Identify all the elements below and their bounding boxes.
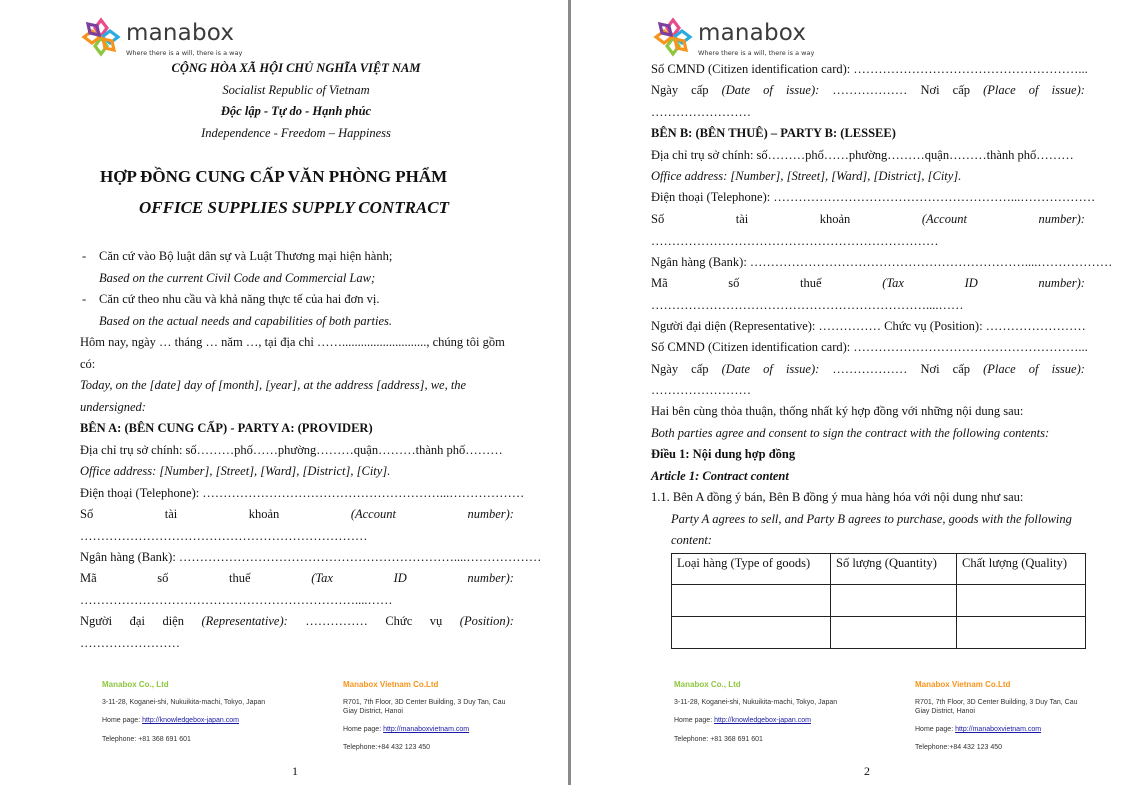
word: vụ [429,614,443,628]
footer-right-homepage [915,726,1041,733]
word: ID [393,571,407,585]
manabox-logo [80,16,280,60]
table-cell[interactable] [672,617,831,649]
word: cấp [691,362,709,376]
footer-right-homepage [343,726,469,733]
word: …………… [305,614,368,628]
basis-1-en: Based on the current Civil Code and Commercial Law; [99,271,376,285]
party-b-rep: Người đại diện (Representative): …………… Chức vụ (Position): …………………… [651,319,1086,333]
table-row [672,617,1086,649]
party-a-cmnd: Số CMND (Citizen identification card): ………………………………………………... [651,62,1088,76]
document-page-2 [571,0,1137,785]
word: of [763,362,773,376]
homepage-label: Home page: [674,717,715,724]
party-a-rep-dots: …………………… [80,636,180,650]
clause-1-1-vi: 1.1. Bên A đồng ý bán, Bên B đồng ý mua hàng hóa với nội dung như sau: [651,490,1024,504]
contract-title-en: OFFICE SUPPLIES SUPPLY CONTRACT [139,198,449,217]
homepage-label: Home page: [102,717,143,724]
party-a-tax-dots: …………………………………………………………....…… [80,593,393,607]
word: tài [735,212,749,226]
word: of [763,83,773,97]
footer-left-address: 3-11-28, Koganei-shi, Nukuikita-machi, Tokyo, Japan [674,699,838,706]
party-a-account-line [80,506,514,522]
word: issue): [785,83,820,97]
today-en-line-1 [80,377,514,393]
party-b-address-en: Office address: [Number], [Street], [Ward], [District], [City]. [651,169,962,183]
word: (Place [983,83,1016,97]
word: Số [80,507,94,521]
party-b-address-vi: Địa chỉ trụ sở chính: số………phố……phường………quận………thành phố……… [651,148,1074,162]
footer-left-company: Manabox Co., Ltd [674,680,741,689]
word: Mã [80,571,97,585]
word: ID [964,276,978,290]
footer-right-address-2: Giay District, Hanoi [343,708,403,715]
brand-tagline: Where there is a will, there is a way [126,49,243,57]
brand-name: manabox [698,20,807,46]
word: Mã [651,276,668,290]
word: number): [467,571,514,585]
party-b-phone: Điện thoại (Telephone): …………………………………………………...……………… [651,190,1096,204]
word: cấp [952,362,970,376]
party-b-account-line [651,211,1085,227]
article-1-heading-vi: Điều 1: Nội dung hợp đồng [651,447,796,461]
contract-title-vi: HỢP ĐỒNG CUNG CẤP VĂN PHÒNG PHẨM [100,167,448,186]
word: Số [651,212,665,226]
word: (Account [350,507,396,521]
word: (Tax [311,571,333,585]
word: cấp [952,83,970,97]
word: ……………… [832,362,908,376]
footer-right-company: Manabox Vietnam Co.Ltd [343,680,439,689]
table-row [672,585,1086,617]
party-a-address-en: Office address: [Number], [Street], [Ward], [District], [City]. [80,464,391,478]
table-cell[interactable] [957,617,1086,649]
word: issue): [1051,362,1085,376]
word: đại [129,614,145,628]
page-number: 2 [864,764,870,778]
word: số [157,571,169,585]
footer-right-address-2: Giay District, Hanoi [915,708,975,715]
word: number): [467,507,514,521]
footer-right-address-1: R701, 7th Floor, 3D Center Building, 3 Duy Tan, Cau [343,699,506,706]
word: thuế [229,571,251,585]
basis-2-en: Based on the actual needs and capabilities of both parties. [99,314,393,328]
word: (Account [921,212,967,226]
table-header-quantity: Số lượng (Quantity) [831,554,957,585]
word: (Date [721,83,751,97]
party-a-issue-dots: …………………… [651,105,751,119]
footer-right-address-1: R701, 7th Floor, 3D Center Building, 3 Duy Tan, Cau [915,699,1078,706]
party-b-tax-line [651,275,1085,291]
bullet-dash: - [82,249,87,263]
today-vi-line-2: có: [80,357,96,371]
word: (Representative): [201,614,288,628]
word: (Tax [882,276,904,290]
homepage-link[interactable]: http://knowledgebox-japan.com [714,717,811,724]
word: issue): [1051,83,1085,97]
footer-right-phone: Telephone:+84 432 123 450 [343,744,430,751]
party-b-tax-dots: …………………………………………………………....…… [651,298,964,312]
document-page-1 [0,0,568,785]
party-a-account-dots: …………………………………………………………… [80,529,368,543]
word: khoản [248,507,280,521]
word: Ngày [651,83,679,97]
footer-right-phone: Telephone:+84 432 123 450 [915,744,1002,751]
table-cell[interactable] [831,585,957,617]
homepage-link[interactable]: http://manaboxvietnam.com [383,726,470,733]
header-republic-vi: CỘNG HÒA XÃ HỘI CHỦ NGHĨA VIỆT NAM [171,61,421,75]
agreement-vi: Hai bên cùng thỏa thuận, thống nhất ký hợp đồng với những nội dung sau: [651,404,1024,418]
word: Ngày [651,362,679,376]
article-1-heading-en: Article 1: Contract content [651,469,789,483]
word: number): [1038,276,1085,290]
table-cell[interactable] [831,617,957,649]
footer-left-homepage [674,717,811,724]
word: of [1028,83,1039,97]
table-cell[interactable] [672,585,831,617]
party-b-heading: BÊN B: (BÊN THUÊ) – PARTY B: (LESSEE) [651,126,896,140]
party-a-bank: Ngân hàng (Bank): …………………………………………………………....……………… [80,550,542,564]
brand-tagline: Where there is a will, there is a way [698,49,815,57]
party-a-phone: Điện thoại (Telephone): …………………………………………………...……………… [80,486,525,500]
header-motto-en: Independence - Freedom – Happiness [201,126,391,140]
party-b-bank: Ngân hàng (Bank): …………………………………………………………....……………… [651,255,1113,269]
table-header-row [672,554,1086,585]
manabox-flower-icon [80,16,122,58]
footer-left-address: 3-11-28, Koganei-shi, Nukuikita-machi, Tokyo, Japan [102,699,266,706]
today-en-line-2: undersigned: [80,400,146,414]
word: Người [80,614,113,628]
footer-left-homepage [102,717,239,724]
agreement-en: Both parties agree and consent to sign the contract with the following contents: [651,426,1050,440]
word: diện [162,614,184,628]
word: (Date [721,362,751,376]
party-b-cmnd: Số CMND (Citizen identification card): ………………………………………………... [651,340,1088,354]
bullet-dash: - [82,292,87,306]
table-cell[interactable] [957,585,1086,617]
clause-1-1-en-line-1: Party A agrees to sell, and Party B agrees to purchase, goods with the following [671,512,1072,526]
word: number): [1038,212,1085,226]
word: (Place [983,362,1016,376]
manabox-logo [652,16,852,60]
homepage-label: Home page: [915,726,956,733]
word: Nơi [920,83,940,97]
word: thuế [800,276,822,290]
today-en-text: Today, on the [date] day of [month], [year], at the address [address], we, the [80,378,467,392]
header-republic-en: Socialist Republic of Vietnam [222,83,370,97]
basis-2-vi: Căn cứ theo nhu cầu và khả năng thực tế của hai đơn vị. [99,292,380,306]
homepage-label: Home page: [343,726,384,733]
table-header-quality: Chất lượng (Quality) [957,554,1086,585]
party-a-tax-line [80,570,514,586]
table-header-type: Loại hàng (Type of goods) [672,554,831,585]
party-a-address-vi: Địa chỉ trụ sở chính: số………phố……phường………quận………thành phố……… [80,443,503,457]
party-b-issue-line [651,361,1085,377]
footer-left-phone: Telephone: +81 368 691 601 [674,736,763,743]
brand-name: manabox [126,20,235,46]
word: Chức [385,614,413,628]
goods-table [671,553,1086,649]
footer-left-company: Manabox Co., Ltd [102,680,169,689]
word: Nơi [920,362,940,376]
header-motto-vi: Độc lập - Tự do - Hạnh phúc [220,104,372,118]
party-a-heading: BÊN A: (BÊN CUNG CẤP) - PARTY A: (PROVIDER) [80,421,373,435]
word: cấp [691,83,709,97]
word: số [728,276,740,290]
manabox-flower-icon [652,16,694,58]
page-number: 1 [292,764,298,778]
party-a-rep-line [80,613,514,629]
party-a-issue-line [651,82,1085,98]
footer-right-company: Manabox Vietnam Co.Ltd [915,680,1011,689]
word: issue): [785,362,820,376]
word: khoản [819,212,851,226]
word: tài [164,507,178,521]
party-b-issue-dots: …………………… [651,383,751,397]
word: of [1028,362,1039,376]
homepage-link[interactable]: http://manaboxvietnam.com [955,726,1042,733]
word: ……………… [832,83,908,97]
basis-1-vi: Căn cứ vào Bộ luật dân sự và Luật Thương mại hiện hành; [99,249,393,263]
homepage-link[interactable]: http://knowledgebox-japan.com [142,717,239,724]
today-vi-line-1: Hôm nay, ngày … tháng … năm …, tại địa chỉ ……..........................., chúng tôi gồm [80,335,505,349]
party-b-account-dots: …………………………………………………………… [651,234,939,248]
word: (Position): [459,614,514,628]
footer-left-phone: Telephone: +81 368 691 601 [102,736,191,743]
clause-1-1-en-line-2: content: [671,533,712,547]
